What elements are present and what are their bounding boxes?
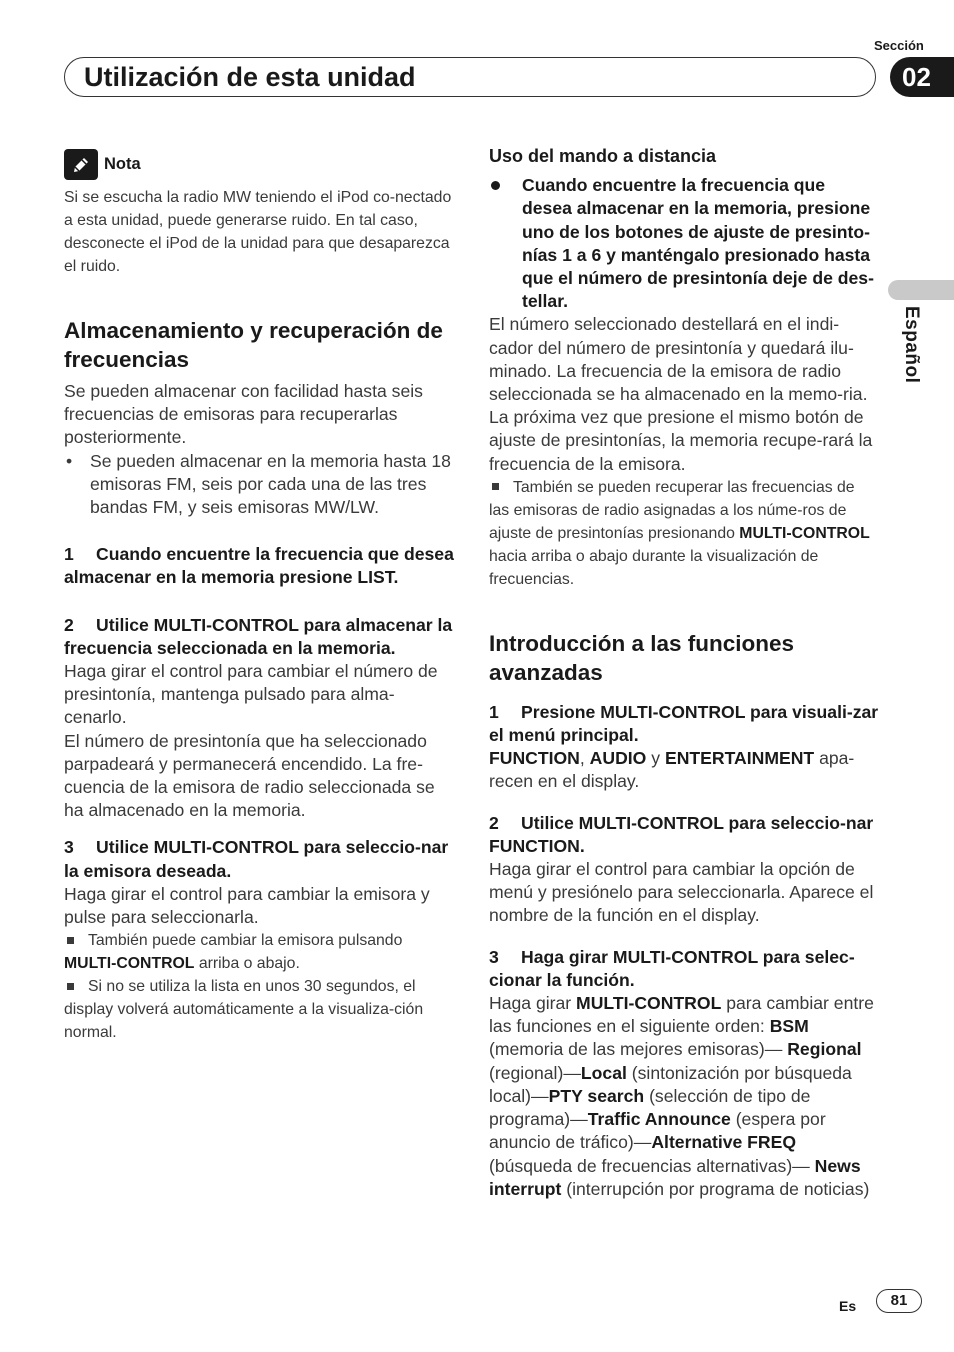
bullet-list [64,450,454,520]
pencil-icon [64,149,98,180]
step-3: 3 Utilice MULTI-CONTROL para seleccio-nar la emisora deseada. [64,837,449,881]
list-item: • Se pueden almacenar en la memoria hasta 18 emisoras FM, seis por cada una de las tres bandas FM, y seis emisoras MW/LW. [64,450,454,520]
language-tab: Español [901,306,922,384]
square-bullet-icon [67,937,74,944]
note-text: Si se escucha la radio MW teniendo el iPod co-nectado a esta unidad, puede generarse ruido. En tal caso, desconecte el iPod de la unidad para que desaparezca el ruido. [64,189,452,275]
dot-bullet-icon [491,181,500,190]
remote-note: También se pueden recuperar las frecuencias de las emisoras de radio asignadas a los núme-ros de ajuste de presintonías presionando MULTI-CONTROL hacia arriba o abajo durante la visualización de frecuencias. [489,478,870,588]
adv-step-2: 2 Utilice MULTI-CONTROL para seleccio-nar FUNCTION. [489,812,874,856]
adv-step-1-body: FUNCTION, AUDIO y ENTERTAINMENT apa-recen en el display. [489,748,855,792]
subsection-heading: Uso del mando a distancia [489,146,717,166]
square-bullet-icon [67,983,74,990]
section-heading: Almacenamiento y recuperación de frecuencias [64,318,443,372]
step-1: 1 Cuando encuentre la frecuencia que desea almacenar en la memoria presione LIST. [64,544,454,588]
square-bullet-icon [492,483,499,490]
adv-step-2-body: Haga girar el control para cambiar la opción de menú y presiónelo para seleccionarla. Aparece el nombre de la función en el display. [489,859,874,926]
step-3-note-2: Si no se utiliza la lista en unos 30 segundos, el display volverá automáticamente a la visualiza-ción normal. [64,978,424,1042]
section-label: Sección [874,38,924,53]
step-3-body: Haga girar el control para cambiar la emisora y pulse para seleccionarla. [64,883,430,928]
section-number: 02 [890,57,954,97]
note-label: Nota [104,155,141,173]
step-3-note-1: También puede cambiar la emisora pulsando MULTI-CONTROL arriba o abajo. [64,932,403,973]
section-intro: Se pueden almacenar con facilidad hasta seis frecuencias de emisoras para recuperarlas posteriormente. [64,381,423,448]
section-heading-2: Introducción a las funciones avanzadas [489,630,795,685]
right-column [489,145,879,1201]
footer-language: Es [839,1298,857,1314]
step-2-body: Haga girar el control para cambiar el número de presintonía, mantenga pulsado para alma-cenarlo. [64,661,438,728]
page-title: Utilización de esta unidad [84,62,416,92]
language-tab-marker [888,280,954,300]
remote-body-1: El número seleccionado destellará en el indi-cador del número de presintonía y quedará ilu-minado. La frecuencia de la emisora de radio seleccionada se ha almacenado en la memo-ria. [489,314,868,405]
adv-step-3: 3 Haga girar MULTI-CONTROL para selec-cionar la función. [489,946,855,990]
page-number: 81 [876,1289,922,1313]
adv-step-3-body: Haga girar MULTI-CONTROL para cambiar entre las funciones en el siguiente orden: BSM (memoria de las mejores emisoras)— Regional (regional)—Local (sintonización por búsqueda local)—PTY search (selección de tipo de programa)—Traffic Announce (espera por anuncio de tráfico)—Alternative FREQ (búsqueda de frecuencias alternativas)— News interrupt (interrupción por programa de noticias) [489,993,874,1199]
remote-body-2: La próxima vez que presione el mismo botón de ajuste de presintonías, la memoria recupe-rará la frecuencia de la emisora. [489,407,873,474]
step-2: 2 Utilice MULTI-CONTROL para almacenar la frecuencia seleccionada en la memoria. [64,614,453,658]
left-column [64,145,454,1044]
note-header [64,149,454,180]
adv-step-1: 1 Presione MULTI-CONTROL para visuali-zar el menú principal. [489,701,879,746]
step-2-body-2: El número de presintonía que ha seleccionado parpadeará y permanecerá encendido. La fre-cuencia de la emisora de radio seleccionada se ha almacenado en la memoria. [64,730,435,821]
remote-bullet: Cuando encuentre la frecuencia que desea almacenar en la memoria, presione uno de los botones de ajuste de presinto-nías 1 a 6 y manténgalo presionado hasta que el número de presintonía deje de des-tellar. [489,174,879,313]
